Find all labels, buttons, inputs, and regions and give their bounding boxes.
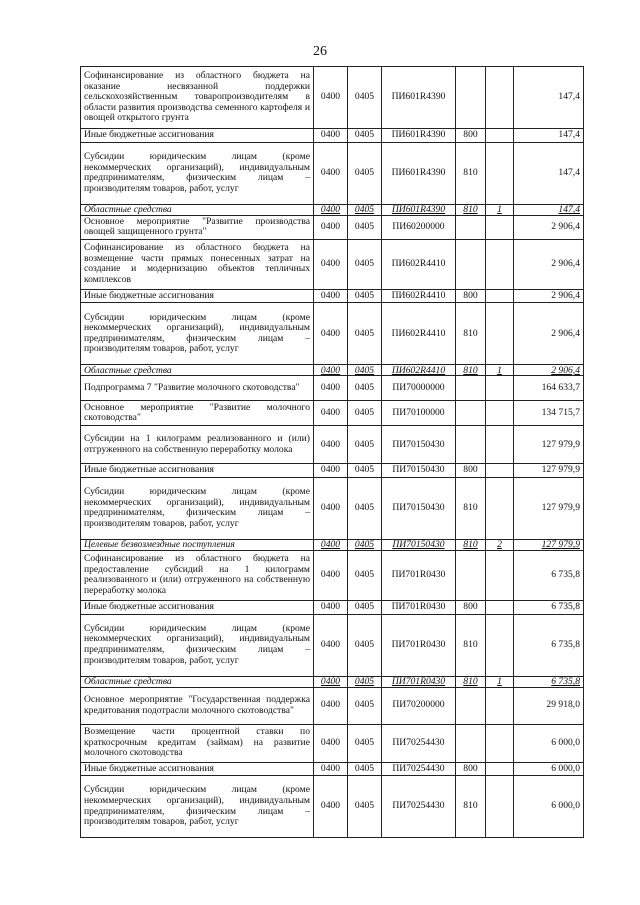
- table-row: [81, 464, 584, 478]
- section-code: 0400: [314, 67, 348, 129]
- funding-source-code: 1: [486, 204, 514, 215]
- table-row: [81, 67, 584, 129]
- amount: 6 000,0: [514, 762, 584, 776]
- target-article-code: ПИ601R4390: [382, 67, 456, 129]
- expense-type-code: [456, 426, 486, 464]
- section-code: 0400: [314, 776, 348, 838]
- amount: 147,4: [514, 67, 584, 129]
- subsection-code: 0405: [348, 464, 382, 478]
- table-row: [81, 129, 584, 143]
- row-name: Иные бюджетные ассигнования: [81, 129, 314, 143]
- section-code: 0400: [314, 762, 348, 776]
- row-name: Областные средства: [81, 676, 314, 687]
- section-code: 0400: [314, 426, 348, 464]
- subsection-code: 0405: [348, 67, 382, 129]
- expense-type-code: 800: [456, 464, 486, 478]
- section-code: 0400: [314, 464, 348, 478]
- table-row: [81, 550, 584, 600]
- section-code: 0400: [314, 614, 348, 676]
- amount: 164 633,7: [514, 376, 584, 401]
- section-code: 0400: [314, 289, 348, 303]
- funding-source-code: 1: [486, 676, 514, 687]
- row-name: Софинансирование из областного бюджета на предоставление субсидий на 1 килограмм реализованного и (или) отгруженного на собственную переработку молока: [81, 550, 314, 600]
- subsection-code: 0405: [348, 129, 382, 143]
- table-row: [81, 676, 584, 687]
- amount: 147,4: [514, 129, 584, 143]
- amount: 2 906,4: [514, 289, 584, 303]
- section-code: 0400: [314, 142, 348, 204]
- amount: 2 906,4: [514, 365, 584, 376]
- table-row: [81, 600, 584, 614]
- subsection-code: 0405: [348, 539, 382, 550]
- table-row: [81, 303, 584, 365]
- target-article-code: ПИ70100000: [382, 401, 456, 426]
- funding-source-code: 1: [486, 365, 514, 376]
- budget-table: [80, 66, 584, 838]
- table-row: [81, 204, 584, 215]
- amount: 134 715,7: [514, 401, 584, 426]
- target-article-code: ПИ601R4390: [382, 142, 456, 204]
- expense-type-code: [456, 215, 486, 239]
- funding-source-code: [486, 426, 514, 464]
- amount: 6 735,8: [514, 614, 584, 676]
- expense-type-code: [456, 550, 486, 600]
- funding-source-code: [486, 776, 514, 838]
- section-code: 0400: [314, 539, 348, 550]
- section-code: 0400: [314, 600, 348, 614]
- subsection-code: 0405: [348, 687, 382, 724]
- expense-type-code: [456, 724, 486, 762]
- funding-source-code: [486, 550, 514, 600]
- section-code: 0400: [314, 376, 348, 401]
- amount: 6 000,0: [514, 724, 584, 762]
- page-number: 26: [313, 44, 327, 59]
- target-article-code: ПИ601R4390: [382, 129, 456, 143]
- expense-type-code: 800: [456, 129, 486, 143]
- expense-type-code: 810: [456, 365, 486, 376]
- target-article-code: ПИ70150430: [382, 477, 456, 539]
- section-code: 0400: [314, 724, 348, 762]
- funding-source-code: [486, 762, 514, 776]
- amount: 147,4: [514, 204, 584, 215]
- table-row: [81, 614, 584, 676]
- table-row: [81, 289, 584, 303]
- amount: 6 735,8: [514, 600, 584, 614]
- funding-source-code: [486, 376, 514, 401]
- row-name: Основное мероприятие "Развитие производства овощей защищенного грунта": [81, 215, 314, 239]
- target-article-code: ПИ70254430: [382, 776, 456, 838]
- expense-type-code: 800: [456, 762, 486, 776]
- row-name: Целевые безвозмездные поступления: [81, 539, 314, 550]
- funding-source-code: [486, 724, 514, 762]
- funding-source-code: [486, 67, 514, 129]
- row-name: Иные бюджетные ассигнования: [81, 464, 314, 478]
- funding-source-code: [486, 464, 514, 478]
- subsection-code: 0405: [348, 776, 382, 838]
- table-row: [81, 762, 584, 776]
- table-row: [81, 401, 584, 426]
- funding-source-code: [486, 289, 514, 303]
- subsection-code: 0405: [348, 724, 382, 762]
- expense-type-code: [456, 376, 486, 401]
- subsection-code: 0405: [348, 239, 382, 289]
- funding-source-code: [486, 401, 514, 426]
- subsection-code: 0405: [348, 289, 382, 303]
- subsection-code: 0405: [348, 614, 382, 676]
- subsection-code: 0405: [348, 376, 382, 401]
- section-code: 0400: [314, 676, 348, 687]
- section-code: 0400: [314, 204, 348, 215]
- section-code: 0400: [314, 215, 348, 239]
- expense-type-code: 800: [456, 289, 486, 303]
- target-article-code: ПИ70254430: [382, 762, 456, 776]
- section-code: 0400: [314, 239, 348, 289]
- table-row: [81, 239, 584, 289]
- funding-source-code: [486, 215, 514, 239]
- row-name: Софинансирование из областного бюджета на оказание несвязанной поддержки сельскохозяйственным товаропроизводителям в области развития производства семенного картофеля и овощей открытого грунта: [81, 67, 314, 129]
- subsection-code: 0405: [348, 550, 382, 600]
- section-code: 0400: [314, 365, 348, 376]
- subsection-code: 0405: [348, 215, 382, 239]
- section-code: 0400: [314, 303, 348, 365]
- expense-type-code: 810: [456, 614, 486, 676]
- subsection-code: 0405: [348, 303, 382, 365]
- amount: 127 979,9: [514, 539, 584, 550]
- row-name: Иные бюджетные ассигнования: [81, 762, 314, 776]
- table-row: [81, 776, 584, 838]
- section-code: 0400: [314, 550, 348, 600]
- section-code: 0400: [314, 477, 348, 539]
- funding-source-code: [486, 129, 514, 143]
- amount: 127 979,9: [514, 477, 584, 539]
- funding-source-code: 2: [486, 539, 514, 550]
- subsection-code: 0405: [348, 762, 382, 776]
- section-code: 0400: [314, 129, 348, 143]
- amount: 147,4: [514, 142, 584, 204]
- row-name: Иные бюджетные ассигнования: [81, 289, 314, 303]
- amount: 2 906,4: [514, 303, 584, 365]
- row-name: Софинансирование из областного бюджета на возмещение части прямых понесенных затрат на создание и модернизацию объектов тепличных комплексов: [81, 239, 314, 289]
- subsection-code: 0405: [348, 676, 382, 687]
- expense-type-code: 810: [456, 539, 486, 550]
- funding-source-code: [486, 142, 514, 204]
- amount: 127 979,9: [514, 464, 584, 478]
- row-name: Областные средства: [81, 204, 314, 215]
- expense-type-code: 810: [456, 303, 486, 365]
- row-name: Субсидии юридическим лицам (кроме некоммерческих организаций), индивидуальным предпринимателям, физическим лицам – производителям товаров, работ, услуг: [81, 614, 314, 676]
- subsection-code: 0405: [348, 426, 382, 464]
- target-article-code: ПИ70150430: [382, 426, 456, 464]
- funding-source-code: [486, 600, 514, 614]
- target-article-code: ПИ70000000: [382, 376, 456, 401]
- table-row: [81, 426, 584, 464]
- target-article-code: ПИ602R4410: [382, 365, 456, 376]
- funding-source-code: [486, 477, 514, 539]
- funding-source-code: [486, 303, 514, 365]
- subsection-code: 0405: [348, 477, 382, 539]
- subsection-code: 0405: [348, 204, 382, 215]
- expense-type-code: 810: [456, 676, 486, 687]
- section-code: 0400: [314, 687, 348, 724]
- target-article-code: ПИ70150430: [382, 464, 456, 478]
- expense-type-code: 810: [456, 204, 486, 215]
- target-article-code: ПИ701R0430: [382, 600, 456, 614]
- expense-type-code: [456, 67, 486, 129]
- amount: 6 735,8: [514, 550, 584, 600]
- amount: 2 906,4: [514, 215, 584, 239]
- section-code: 0400: [314, 401, 348, 426]
- expense-type-code: [456, 401, 486, 426]
- row-name: Областные средства: [81, 365, 314, 376]
- target-article-code: ПИ701R0430: [382, 614, 456, 676]
- expense-type-code: [456, 687, 486, 724]
- expense-type-code: 800: [456, 600, 486, 614]
- row-name: Возмещение части процентной ставки по краткосрочным кредитам (займам) на развитие молочного скотоводства: [81, 724, 314, 762]
- budget-table-body: [81, 67, 584, 838]
- amount: 6 735,8: [514, 676, 584, 687]
- amount: 127 979,9: [514, 426, 584, 464]
- row-name: Субсидии юридическим лицам (кроме некоммерческих организаций), индивидуальным предпринимателям, физическим лицам – производителям товаров, работ, услуг: [81, 477, 314, 539]
- target-article-code: ПИ70254430: [382, 724, 456, 762]
- amount: 6 000,0: [514, 776, 584, 838]
- table-row: [81, 539, 584, 550]
- table-row: [81, 376, 584, 401]
- row-name: Субсидии юридическим лицам (кроме некоммерческих организаций), индивидуальным предпринимателям, физическим лицам – производителям товаров, работ, услуг: [81, 303, 314, 365]
- subsection-code: 0405: [348, 365, 382, 376]
- target-article-code: ПИ701R0430: [382, 550, 456, 600]
- row-name: Субсидии юридическим лицам (кроме некоммерческих организаций), индивидуальным предпринимателям, физическим лицам – производителям товаров, работ, услуг: [81, 142, 314, 204]
- row-name: Основное мероприятие "Государственная поддержка кредитования подотрасли молочного скотоводства": [81, 687, 314, 724]
- subsection-code: 0405: [348, 401, 382, 426]
- funding-source-code: [486, 614, 514, 676]
- row-name: Иные бюджетные ассигнования: [81, 600, 314, 614]
- table-row: [81, 724, 584, 762]
- target-article-code: ПИ601R4390: [382, 204, 456, 215]
- funding-source-code: [486, 239, 514, 289]
- amount: 29 918,0: [514, 687, 584, 724]
- expense-type-code: [456, 239, 486, 289]
- subsection-code: 0405: [348, 142, 382, 204]
- expense-type-code: 810: [456, 477, 486, 539]
- row-name: Субсидии юридическим лицам (кроме некоммерческих организаций), индивидуальным предпринимателям, физическим лицам – производителям товаров, работ, услуг: [81, 776, 314, 838]
- table-row: [81, 365, 584, 376]
- target-article-code: ПИ701R0430: [382, 676, 456, 687]
- target-article-code: ПИ70200000: [382, 687, 456, 724]
- expense-type-code: 810: [456, 142, 486, 204]
- row-name: Подпрограмма 7 "Развитие молочного скотоводства": [81, 376, 314, 401]
- funding-source-code: [486, 687, 514, 724]
- target-article-code: ПИ70150430: [382, 539, 456, 550]
- target-article-code: ПИ602R4410: [382, 303, 456, 365]
- amount: 2 906,4: [514, 239, 584, 289]
- target-article-code: ПИ602R4410: [382, 289, 456, 303]
- table-row: [81, 142, 584, 204]
- row-name: Основное мероприятие "Развитие молочного скотоводства": [81, 401, 314, 426]
- table-row: [81, 215, 584, 239]
- table-row: [81, 477, 584, 539]
- target-article-code: ПИ602R4410: [382, 239, 456, 289]
- target-article-code: ПИ60200000: [382, 215, 456, 239]
- table-row: [81, 687, 584, 724]
- expense-type-code: 810: [456, 776, 486, 838]
- subsection-code: 0405: [348, 600, 382, 614]
- row-name: Субсидии на 1 килограмм реализованного и (или) отгруженного на собственную переработку молока: [81, 426, 314, 464]
